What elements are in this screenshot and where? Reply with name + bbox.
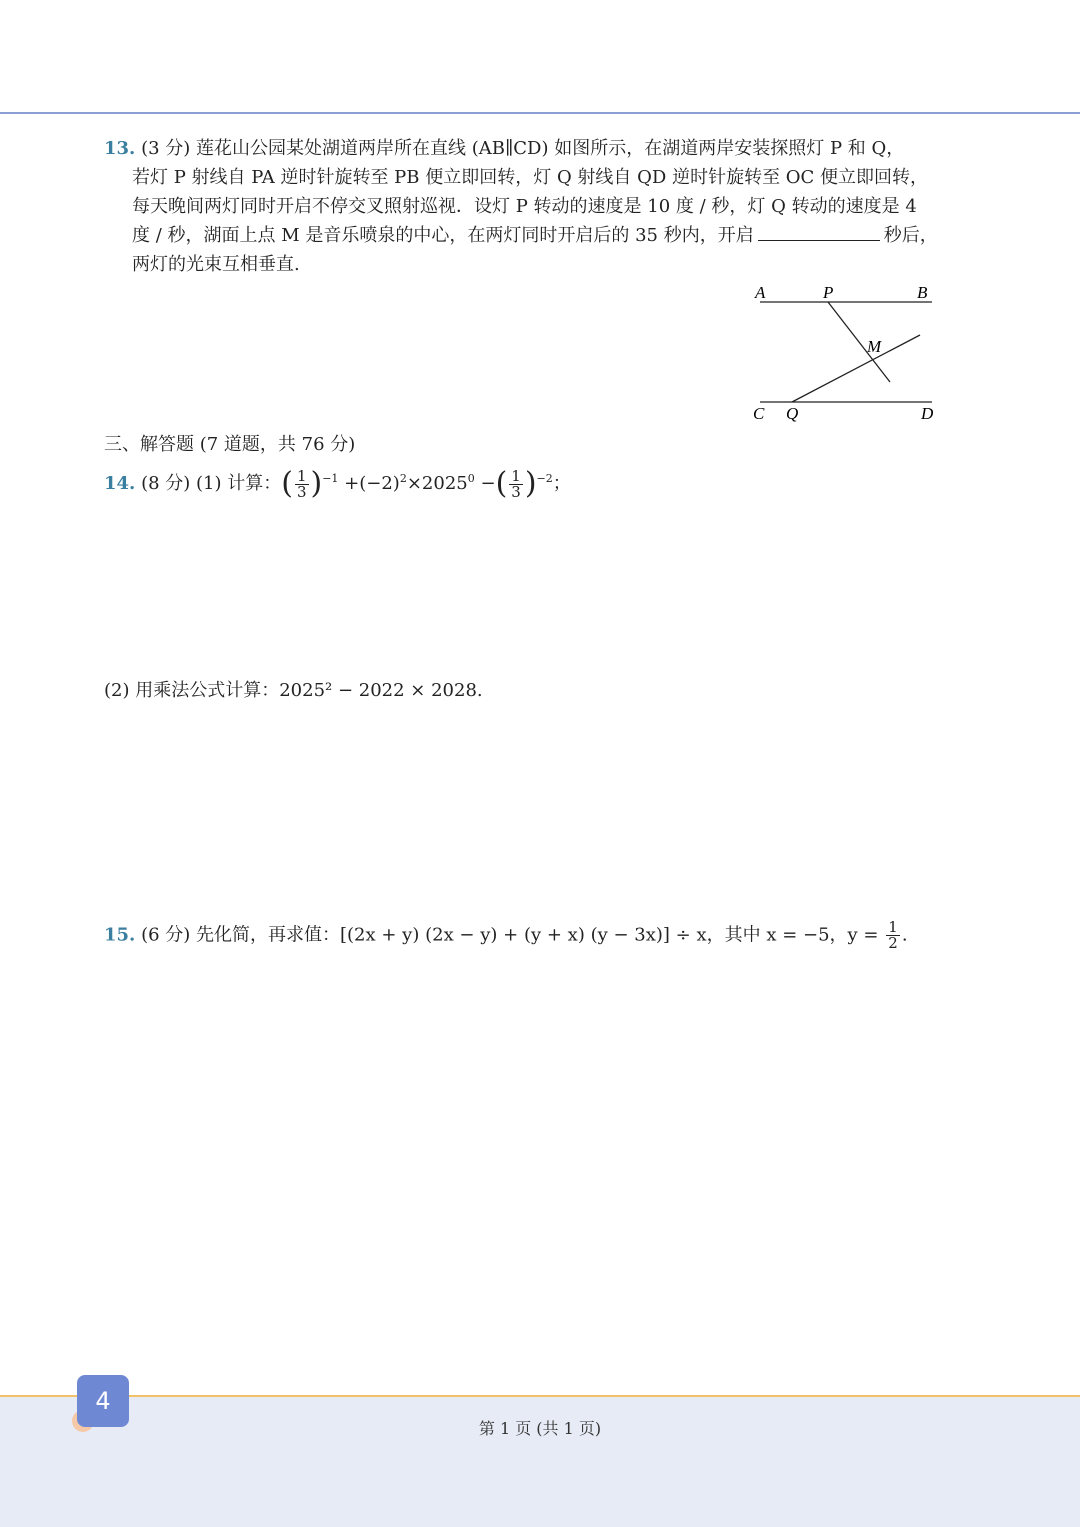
- label-d: D: [921, 404, 934, 423]
- q13-line4: 度 / 秒，湖面上点 M 是音乐喷泉的中心，在两灯同时开启后的 35 秒内，开启 秒后，: [132, 225, 938, 246]
- label-c: C: [753, 404, 765, 423]
- q13-line1: 13. (3 分) 莲花山公园某处湖道两岸所在直线 (AB∥CD) 如图所示，在湖道两岸安装探照灯 P 和 Q，: [104, 138, 905, 159]
- ray-qm: [792, 335, 920, 402]
- q13-line5: 两灯的光束互相垂直.: [132, 254, 300, 275]
- footer-rule: [0, 1395, 1080, 1397]
- top-rule: [0, 112, 1080, 114]
- geometry-figure: [745, 280, 945, 430]
- q13-number: 13.: [104, 138, 136, 159]
- label-m: M: [867, 337, 882, 356]
- answer-blank[interactable]: [758, 224, 880, 241]
- label-a: A: [755, 283, 766, 302]
- label-q: Q: [786, 404, 799, 423]
- q15-number: 15.: [104, 924, 136, 946]
- fraction-one-half: $\frac{1}{2}$: [888, 918, 898, 952]
- question-14-part1: 14. (8 分) (1) 计算：( $\frac{1}{3}$ )$^{-1} +(-2)^2\times 2025^0$ −( $\frac{1}{3}$ )$^{-2}$；: [104, 466, 571, 501]
- label-b: B: [917, 283, 928, 302]
- question-15: 15. (6 分) 先化简，再求值：[(2x + y) (2x − y) + (y + x) (y − 3x)] ÷ x，其中 x = −5，y = $\frac{1}{2}$ .: [104, 918, 908, 952]
- question-13: [104, 134, 944, 279]
- page-indicator: 第 1 页 (共 1 页): [478, 1419, 602, 1438]
- fraction-one-third: $\frac{1}{3}$: [296, 466, 307, 501]
- label-p: P: [823, 283, 834, 302]
- q14-number: 14.: [104, 473, 136, 494]
- q13-line3: 每天晚间两灯同时开启不停交叉照射巡视．设灯 P 转动的速度是 10 度 / 秒，灯 Q 转动的速度是 4: [132, 196, 917, 217]
- question-14-part2: (2) 用乘法公式计算：2025² − 2022 × 2028.: [104, 680, 483, 701]
- page-number-badge: 4: [77, 1375, 129, 1427]
- fraction-one-third-2: $\frac{1}{3}$: [511, 466, 521, 501]
- q13-line2: 若灯 P 射线自 PA 逆时针旋转至 PB 便立即回转，灯 Q 射线自 QD 逆时针旋转至 OC 便立即回转，: [132, 167, 929, 188]
- section-3-title: 三、解答题 (7 道题，共 76 分): [104, 434, 356, 455]
